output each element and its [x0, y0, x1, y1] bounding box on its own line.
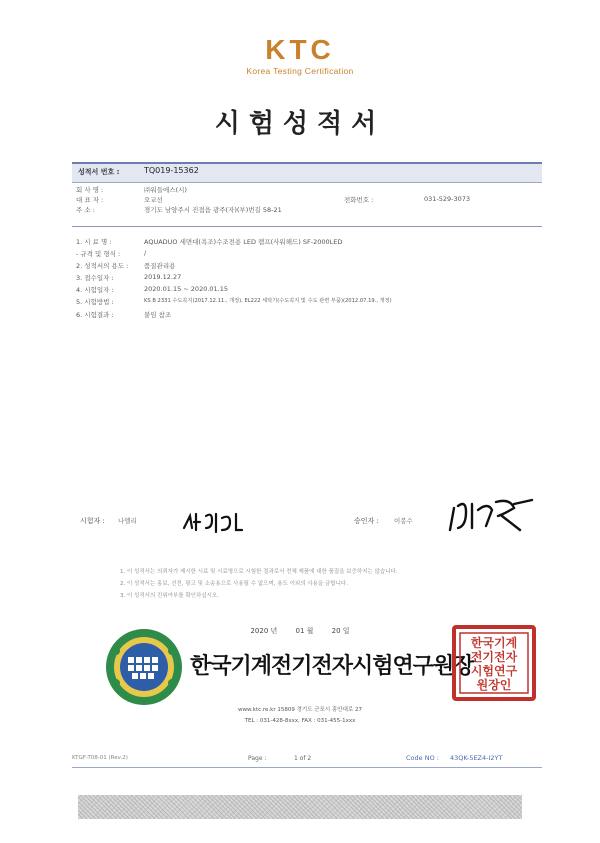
address-value: 경기도 남양주시 진접읍 광주(자)(부)번길 58-21 [144, 206, 282, 214]
page-label: Page : [248, 755, 267, 762]
ceo-row [72, 195, 542, 205]
item-test-result [72, 310, 542, 322]
note-item: 2. 이 성적서는 홍보, 선전, 광고 및 소송용으로 사용될 수 없으며, 용도 이외의 사용을 금합니다. [120, 581, 348, 587]
company-value: ㈜워들에스(시) [144, 186, 187, 194]
ceo-label: 대 표 자 : [76, 196, 104, 204]
tester-name: 나엘리 [118, 517, 137, 525]
item-spec [72, 249, 542, 261]
approver-name: 이봉수 [394, 517, 413, 525]
item-test-method [72, 297, 542, 309]
item-sample-name [72, 237, 542, 249]
address-row [72, 205, 542, 215]
seal-line: 시험연구 [470, 664, 518, 678]
item-value: 2020.01.15 ~ 2020.01.15 [144, 285, 229, 294]
page-footer [72, 753, 542, 768]
form-number: KTGF-T08-01 (Rev.2) [72, 755, 128, 761]
tester-label: 시험자 : [80, 517, 105, 525]
section-divider [72, 226, 542, 227]
logo-subtitle: Korea Testing Certification [246, 66, 354, 76]
ktc-logo [0, 34, 600, 76]
note-item: 3. 이 성적서의 진위여부를 확인하십시오. [120, 593, 219, 599]
seal-line: 전기전자 [470, 650, 518, 664]
item-label: 2. 성적서의 용도 : [76, 262, 129, 271]
seal-line: 한국기계 [470, 636, 518, 650]
document-title: 시험성적서 [214, 109, 386, 139]
date-day: 20 일 [331, 627, 350, 635]
item-value: 품질관리용 [144, 262, 176, 271]
item-value: 붙임 참조 [144, 310, 172, 319]
item-test-date [72, 285, 542, 297]
item-label: 6. 시험결과 : [76, 310, 114, 319]
phone-label: 전화번호 : [344, 196, 374, 204]
institution-name: 한국기계전기전자시험연구원장 [190, 654, 474, 679]
ceo-value: 오교선 [144, 196, 163, 204]
signature-row [72, 506, 542, 536]
item-label: - 규격 및 형식 : [76, 250, 121, 259]
notes [120, 567, 540, 603]
item-received-date [72, 273, 542, 285]
approver-label: 승인자 : [354, 517, 379, 525]
report-number-value: TQ019-15362 [144, 166, 199, 175]
test-items [72, 237, 542, 322]
company-label: 회 사 명 : [76, 186, 104, 194]
logo-text: KTC [265, 34, 335, 64]
note-item: 1. 이 성적서는 의뢰자가 제시한 시료 및 시료명으로 시험한 결과로서 전체 제품에 대한 품질을 보증하지는 않습니다. [120, 569, 398, 575]
approver-signature [444, 496, 540, 538]
item-value: / [144, 249, 147, 258]
item-label: 1. 시 료 명 : [76, 238, 112, 246]
item-label: 5. 시험방법 : [76, 298, 114, 307]
address-label: 주 소 : [76, 206, 95, 214]
item-label: 3. 접수일자 : [76, 274, 114, 283]
contact-address: www.ktc.re.kr 15809 경기도 군포시 흥안대로 27 [238, 707, 362, 713]
contact-info [0, 705, 600, 727]
date-month: 01 월 [295, 627, 314, 635]
date-year: 2020 년 [250, 627, 278, 635]
phone-value: 031-529-3073 [424, 195, 471, 203]
ktc-logo-mark [245, 34, 355, 64]
seal-line: 원장인 [476, 678, 512, 692]
applicant-info [72, 185, 542, 215]
official-seal-icon [452, 625, 536, 701]
report-number-bar [72, 162, 542, 183]
page-value: 1 of 2 [294, 755, 312, 762]
item-label: 4. 시험일자 : [76, 286, 114, 295]
ktc-emblem-icon [104, 627, 184, 707]
code-value: 43QK-5EZ4-I2YT [450, 754, 503, 762]
item-purpose [72, 261, 542, 273]
item-value: AQUADUO 세면대(욕조)수조전용 LED 램프(사워해드) SF-2000LED [144, 238, 343, 246]
item-value: KS B 2331 수도꼭지(2017.12.11., 개정), EL222 세탁기(수도꼭지 및 수도 관련 부품)(2012.07.19., 개정) [144, 298, 392, 305]
tester-signature [180, 506, 260, 536]
item-value: 2019.12.27 [144, 273, 182, 282]
security-pattern-strip [78, 795, 522, 819]
code-label: Code NO : [406, 754, 439, 762]
report-number-label: 성적서 번호 : [78, 168, 120, 176]
contact-phone: TEL : 031-428-8xxx, FAX : 031-455-1xxx [244, 718, 356, 724]
company-row [72, 185, 542, 195]
